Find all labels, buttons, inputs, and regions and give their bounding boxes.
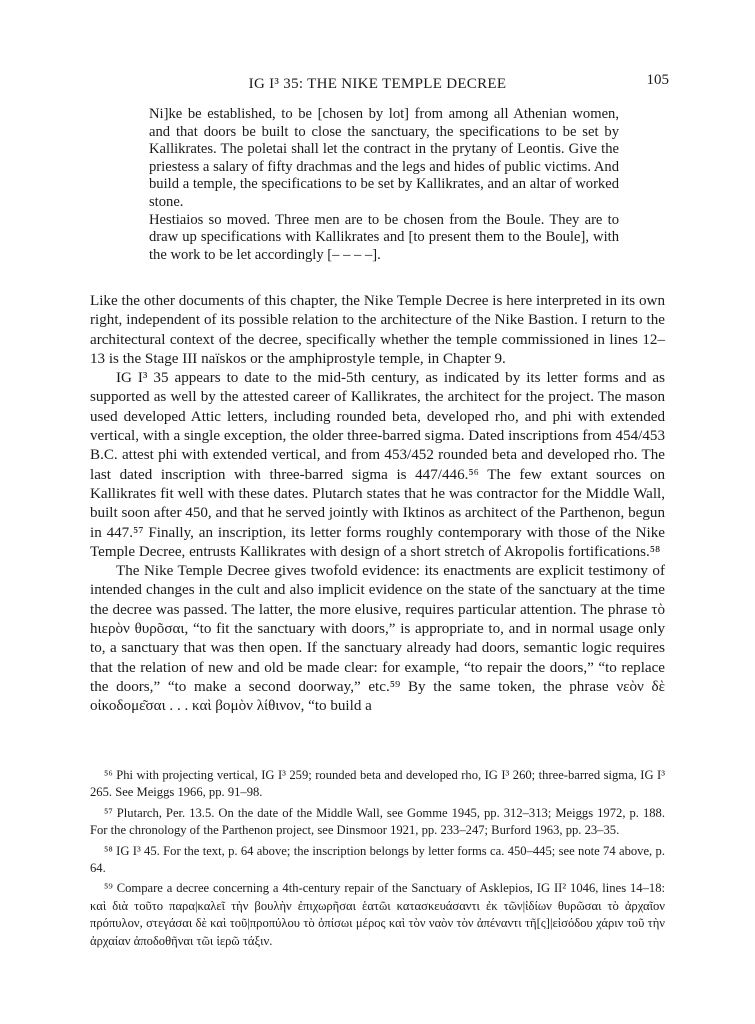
translation-paragraph: Ni]ke be established, to be [chosen by lot] from among all Athenian women, and that doors be built to close the sanctuary, the specifications to be set by Kallikrates. The poletai shall let the contract in the prytany of Leontis. Give the priestess a salary of fifty drachmas and the legs and hides of public victims. And build a temple, the specifications to be set by Kallikrates, and an altar of worked stone. — [149, 106, 619, 210]
body-paragraph: The Nike Temple Decree gives twofold evidence: its enactments are explicit testimony of intended changes in the cult and also implicit evidence on the state of the sanctuary at the time the decree was passed. The latter, the more elusive, requires particular attention. The phrase τὸ hιερὸν θυρõσαι, “to fit the sanctuary with doors,” is appropriate to, and in normal usage only to, a sanctuary that was then open. If the sanctuary already had doors, semantic logic requires that the relation of new and old be made clear: for example, “to repair the doors,” “to replace the doors,” “to make a second doorway,” etc.⁵⁹ By the same token, the phrase νεὸν δὲ οἰκοδομε͂σαι . . . καὶ βομὸν λίθινον, “to build a — [90, 563, 665, 715]
decree-translation-block — [149, 106, 619, 264]
footnotes — [90, 767, 665, 953]
footnote: ⁵⁶ Phi with projecting vertical, IG I³ 259; rounded beta and developed rho, IG I³ 260; three-barred sigma, IG I³ 265. See Meiggs 1966, pp. 91–98. — [90, 768, 665, 800]
body-paragraph: IG I³ 35 appears to date to the mid-5th century, as indicated by its letter forms and as supported as well by the attested career of Kallikrates, the architect for the project. The mason used developed Attic letters, including rounded beta, developed rho, and phi with extended vertical, with a single exception, the older three-barred sigma. Dated inscriptions from 454/453 B.C. attest phi with extended vertical, and from 453/452 rounded beta and developed rho. The last dated inscription with three-barred sigma is 447/446.⁵⁶ The few extant sources on Kallikrates fit well with these dates. Plutarch states that he was contractor for the Middle Wall, built soon after 450, and that he served jointly with Iktinos as architect of the Parthenon, begun in 447.⁵⁷ Finally, an inscription, its letter forms roughly contemporary with those of the Nike Temple Decree, entrusts Kallikrates with design of a short stretch of Akropolis fortifications.⁵⁸ — [90, 370, 665, 560]
running-head: IG I³ 35: THE NIKE TEMPLE DECREE — [248, 76, 507, 92]
footnote: ⁵⁷ Plutarch, Per. 13.5. On the date of the Middle Wall, see Gomme 1945, pp. 312–313; Meiggs 1972, p. 188. For the chronology of the Parthenon project, see Dinsmoor 1921, pp. 233–247; Burford 1963, pp. 23–35. — [90, 805, 665, 838]
body-paragraph: Like the other documents of this chapter, the Nike Temple Decree is here interpreted in its own right, independent of its possible relation to the architecture of the Nike Bastion. I return to the architectural context of the decree, specifically whether the temple commissioned in lines 12–13 is the Stage III naïskos or the amphiprostyle temple, in Chapter 9. — [90, 293, 665, 367]
body-text — [90, 292, 665, 717]
page-number: 105 — [646, 72, 669, 88]
footnote: ⁵⁹ Compare a decree concerning a 4th-century repair of the Sanctuary of Asklepios, IG II² 1046, lines 14–18: καὶ διὰ τοῦτο παρα|καλεῖ τὴν βουλὴν ἐπιχωρῆσαι ἑατῶι κατασκευάσαντι ἐκ τῶν|ἰδίων θυρῶσαι τὸ ἀρχαῖον πρόπυλον, στεγάσαι δὲ καὶ τοῦ|προπύλου τὸ ὀπίσωι μέρος καὶ τὸν ναὸν τὸν ἀπέναντι τῆ[ς]|εἰσόδου χάριν τοῦ τὴν ἀρχαίαν ἀποδοθῆναι τῶι ἱερῶ τάξιν. — [90, 881, 665, 948]
translation-paragraph: Hestiaios so moved. Three men are to be chosen from the Boule. They are to draw up specifications with Kallikrates and [to present them to the Boule], with the work to be let accordingly [– – – –]. — [149, 211, 619, 263]
page-header — [0, 72, 755, 98]
footnote: ⁵⁸ IG I³ 45. For the text, p. 64 above; the inscription belongs by letter forms ca. 450–445; see note 74 above, p. 64. — [90, 843, 665, 876]
